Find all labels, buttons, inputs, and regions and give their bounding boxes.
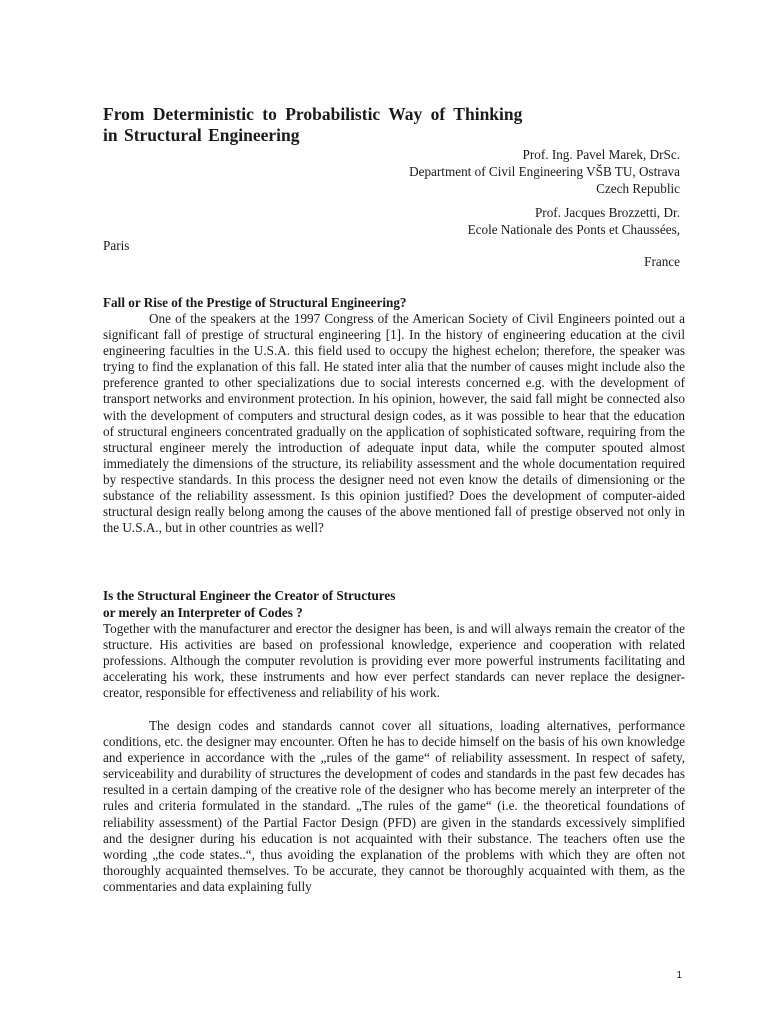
author1-country: Czech Republic <box>596 181 680 196</box>
author1-name: Prof. Ing. Pavel Marek, DrSc. <box>522 147 680 162</box>
title-line-2: in Structural Engineering <box>103 125 300 145</box>
section1-paragraph: One of the speakers at the 1997 Congress of the American Society of Civil Engineers pointed out a significant fall of prestige of structural engineering [1]. In the history of engineering education at the civil engineering faculties in the U.S.A. this field used to occupy the highest echelon; therefore, the speaker was trying to find the explanation of this fall. He stated inter alia that the number of causes might include also the preference granted to other specializations due to social interests concerned e.g. with the development of transport networks and environment protection. In his opinion, however, the said fall might be connected also with the development of computers and structural design codes, as it was possible to hear that the education of structural engineers concentrated gradually on the application of sophisticated software, requiring from the structural engineer merely the introduction of adequate input data, while the computer spouted almost immediately the dimensions of the structure, its reliability assessment and the whole documentation required by respective standards. In this process the designer need not even know the details of dimensioning or the substance of the reliability assessment. Is this opinion justified? Does the development of computer-aided structural design really belong among the causes of the above mentioned fall of prestige observed not only in the U.S.A., but in other countries as well? <box>103 311 685 536</box>
section2-paragraph-1: Together with the manufacturer and erector the designer has been, is and will always remain the creator of the structure. His activities are based on professional knowledge, experience and cooperation with related professions. Although the computer revolution is providing ever more powerful instruments facilitating and accelerating his work, these instruments and how ever perfect standards can never replace the designer-creator, responsible for effectiveness and reliability of his work. <box>103 621 685 701</box>
section2-heading-line-2: or merely an Interpreter of Codes ? <box>103 605 303 620</box>
author2-institution: Ecole Nationale des Ponts et Chaussées, <box>467 222 680 237</box>
author2-name: Prof. Jacques Brozzetti, Dr. <box>534 205 680 220</box>
section2-heading-line-1: Is the Structural Engineer the Creator of Structures <box>103 588 396 603</box>
author2-city: Paris <box>103 238 130 253</box>
paper-title <box>103 104 693 146</box>
section2-paragraph-2: The design codes and standards cannot cover all situations, loading alternatives, performance conditions, etc. the designer may encounter. Often he has to decide himself on the basis of his own knowledge and experience in accordance with the „rules of the game“ of reliability assessment. In respect of safety, serviceability and durability of structures the development of codes and standards in the past few decades has resulted in a certain damping of the creative role of the designer who has become merely an interpreter of the rules and criteria formulated in the standard. „The rules of the game“ (i.e. the theoretical foundations of reliability assessment) of the Partial Factor Design (PFD) are given in the standards excessively simplified and the designer during his education is not acquainted with their substance. The teachers often use the wording „the code states..“, thus avoiding the explanation of the problems with which they are often not thoroughly acquainted themselves. To be accurate, they cannot be thoroughly acquainted with them, as the commentaries and data explaining fully <box>103 718 685 894</box>
page-number: 1 <box>676 970 682 981</box>
section1-heading: Fall or Rise of the Prestige of Structural Engineering? <box>103 295 407 310</box>
title-line-1: From Deterministic to Probabilistic Way of Thinking <box>103 104 523 124</box>
author1-department: Department of Civil Engineering VŠB TU, Ostrava <box>409 164 680 179</box>
author2-country: France <box>644 254 680 269</box>
